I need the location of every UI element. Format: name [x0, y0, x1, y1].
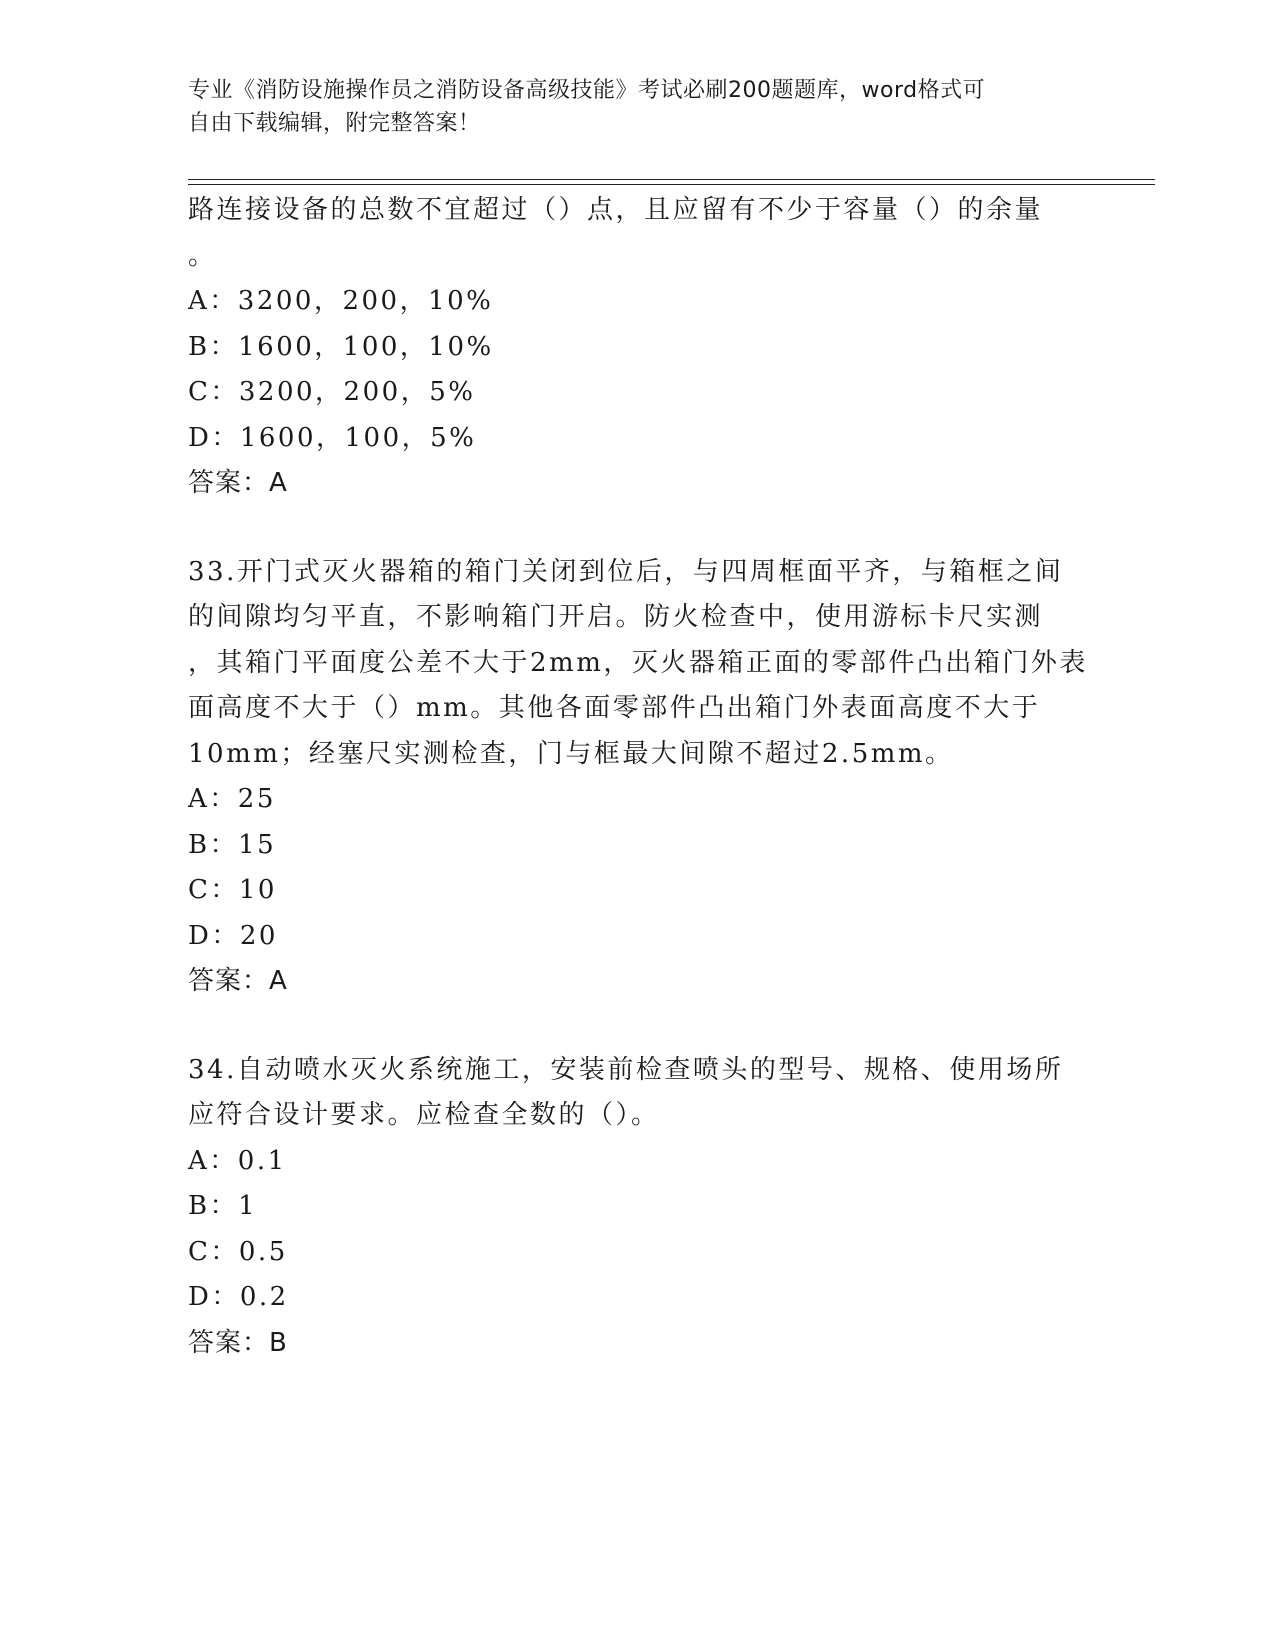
question-block-continued	[188, 188, 1088, 507]
question-spacer	[188, 1005, 1088, 1048]
question-text-line: 。	[188, 240, 217, 271]
question-list	[188, 188, 1088, 1366]
answer-line: 答案：A	[188, 966, 288, 996]
option-d: D：20	[188, 920, 278, 951]
question-text-line: ，其箱门平面度公差不大于2mm，灭火器箱正面的零部件凸出箱门外表	[188, 647, 1088, 678]
header-divider-bottom	[188, 184, 1155, 185]
option-d: D：0.2	[188, 1282, 289, 1312]
question-text-line: 路连接设备的总数不宜超过（）点，且应留有不少于容量（）的余量	[188, 195, 1044, 225]
option-a: A：3200，200，10%	[188, 286, 494, 316]
header-line-1: 专业《消防设施操作员之消防设备高级技能》考试必刷200题题库，word格式可	[188, 78, 986, 103]
document-header	[188, 74, 1078, 140]
question-text-line: 33.开门式灭火器箱的箱门关闭到位后，与四周框面平齐，与箱框之间	[188, 556, 1064, 587]
option-c: C：0.5	[188, 1236, 288, 1267]
question-text-line: 的间隙均匀平直，不影响箱门开启。防火检查中，使用游标卡尺实测	[188, 602, 1044, 632]
question-text-line: 34.自动喷水灭火系统施工，安装前检查喷头的型号、规格、使用场所	[188, 1054, 1064, 1085]
option-b: B：1600，100，10%	[188, 331, 494, 362]
question-block-33	[188, 550, 1088, 1005]
option-b: B：15	[188, 829, 277, 860]
header-divider-top	[188, 179, 1155, 180]
question-text-line: 应符合设计要求。应检查全数的（）。	[188, 1100, 660, 1130]
question-text-line: 10mm；经塞尺实测检查，门与框最大间隙不超过2.5mm。	[188, 738, 954, 769]
question-block-34	[188, 1048, 1088, 1367]
header-line-2: 自由下载编辑，附完整答案！	[188, 111, 481, 136]
option-c: C：10	[188, 875, 277, 905]
option-d: D：1600，100，5%	[188, 422, 477, 453]
question-spacer	[188, 507, 1088, 550]
option-c: C：3200，200，5%	[188, 377, 476, 407]
answer-line: 答案：B	[188, 1327, 288, 1358]
question-text-line: 面高度不大于（）mm。其他各面零部件凸出箱门外表面高度不大于	[188, 693, 1041, 723]
option-a: A：25	[188, 784, 276, 814]
option-b: B：1	[188, 1191, 258, 1221]
option-a: A：0.1	[188, 1145, 287, 1176]
answer-line: 答案：A	[188, 468, 288, 498]
